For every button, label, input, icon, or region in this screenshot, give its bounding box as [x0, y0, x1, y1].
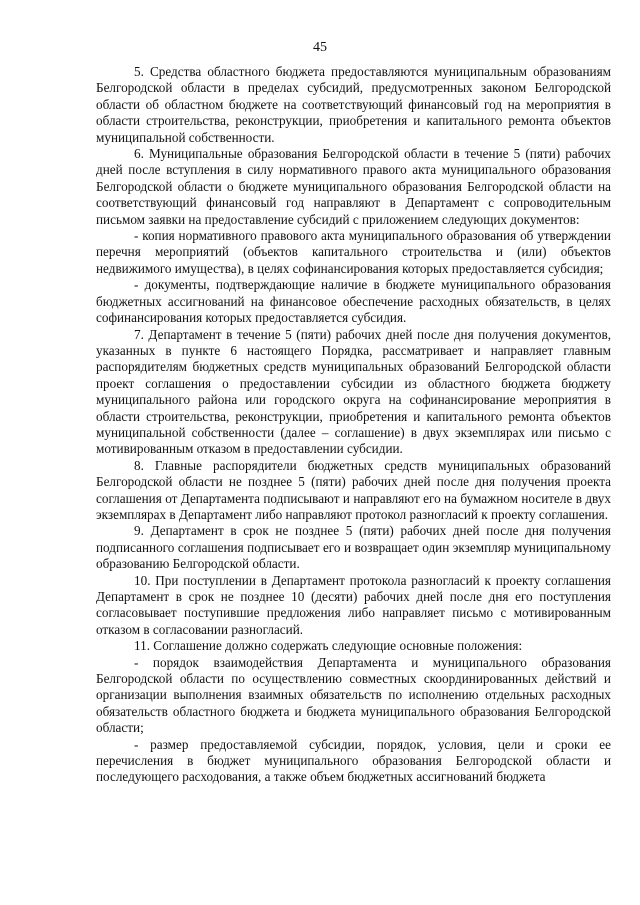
paragraph-9: 9. Департамент в срок не позднее 5 (пяти) рабочих дней после дня получения подписанного соглашения подписывает его и возвращает один экземпляр муниципальному образованию Белгородской области. [96, 523, 611, 572]
paragraph-11: 11. Соглашение должно содержать следующие основные положения: [134, 638, 523, 654]
paragraph-6-item-2: - документы, подтверждающие наличие в бюджете муниципального образования бюджетных ассигнований на финансовое обеспечение расходных обязательств, в целях софинансирования которых предоставляется субсидия. [96, 277, 611, 326]
page-number: 45 [313, 40, 327, 55]
paragraph-8: 8. Главные распорядители бюджетных средств муниципальных образований Белгородской области не позднее 5 (пяти) рабочих дней после дня получения проекта соглашения от Департамента подписывают и направляют его на бумажном носителе в двух экземплярах в Департамент либо направляют протокол разногласий к проекту соглашения. [96, 457, 611, 522]
document-body [96, 64, 611, 786]
paragraph-11-item-1: - порядок взаимодействия Департамента и муниципального образования Белгородской области по осуществлению совместных скоординированных действий и организации выполнения взаимных обязательств по исполнению отдельных расходных обязательств областного бюджета и бюджета муниципального образования Белгородской области; [96, 654, 611, 736]
paragraph-10: 10. При поступлении в Департамент протокола разногласий к проекту соглашения Департамент в срок не позднее 10 (десяти) рабочих дней после дня его поступления согласовывает поступившие предложения либо направляет письмо с мотивированным отказом в согласовании разногласий. [96, 572, 611, 637]
paragraph-5: 5. Средства областного бюджета предоставляются муниципальным образованиям Белгородской области в пределах субсидий, предусмотренных законом Белгородской области об областном бюджете на соответствующий финансовый год на мероприятия в области строительства, реконструкции, приобретения и капитального ремонта объектов муниципальной собственности. [96, 64, 611, 145]
paragraph-6-item-1: - копия нормативного правового акта муниципального образования об утверждении перечня мероприятий (объектов капитального строительства и (или) объектов недвижимого имущества), в целях софинансирования которых предоставляется субсидия; [96, 228, 611, 276]
paragraph-11-item-2: - размер предоставляемой субсидии, порядок, условия, цели и сроки ее перечисления в бюджет муниципального образования Белгородской области и последующего расходования, а также объем бюджетных ассигнований бюджета [96, 736, 611, 785]
paragraph-7: 7. Департамент в течение 5 (пяти) рабочих дней после дня получения документов, указанных в пункте 6 настоящего Порядка, рассматривает и направляет главным распорядителям бюджетных средств муниципальных образований Белгородской области проект соглашения о предоставлении субсидии из областного бюджета бюджету муниципального района или городского округа на софинансирование мероприятия в области строительства, реконструкции, приобретения и капитального ремонта объектов муниципальной собственности (далее – соглашение) в двух экземплярах или письмо с мотивированным отказом в предоставлении субсидии. [96, 326, 611, 457]
paragraph-6: 6. Муниципальные образования Белгородской области в течение 5 (пяти) рабочих дней после вступления в силу нормативного правого акта муниципального образования Белгородской области о бюджете муниципального образования Белгородской области на соответствующий финансовый год направляют в Департамент с сопроводительным письмом заявки на предоставление субсидий с приложением следующих документов: [96, 146, 611, 227]
